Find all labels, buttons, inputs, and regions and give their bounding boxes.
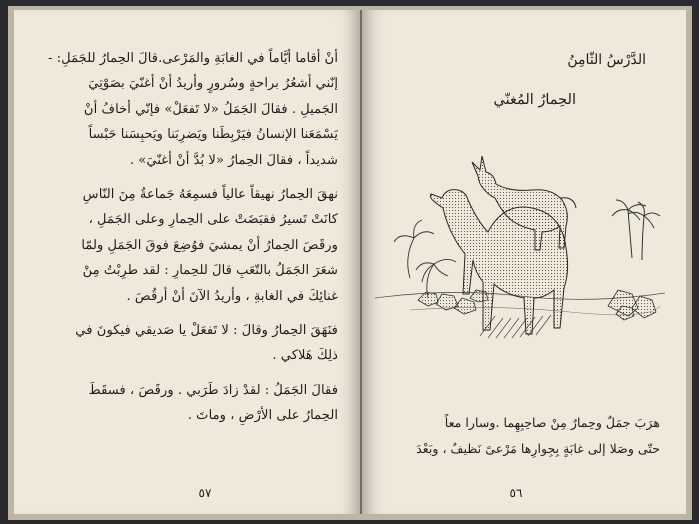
text-line: ورقَصَ الحِمارُ أنْ يمشيَ فوُضِعَ فوقَ الجَمَلِ ولمّا bbox=[81, 237, 338, 253]
rocks-right bbox=[608, 290, 656, 320]
text-line: الحِمارُ على الأرْضِ ، وماتَ . bbox=[187, 408, 338, 424]
text-line: حتّى وصَلا إلى غابَةٍ بِجِوارِها مَرْعىً نَظيفٌ ، وبَعْدَ bbox=[416, 441, 660, 456]
page-number: ٥٦ bbox=[509, 486, 523, 500]
text-line: غنائِكَ في الغابةِ ، وأريدُ الآنَ أنْ أرقُصَ . bbox=[126, 288, 338, 304]
page-number: ٥٧ bbox=[198, 486, 212, 500]
text-line: أنْ أقاما أيَّاماً في الغابَةِ والمَرْعى.قالَ الحِمارُ للجَمَلِ: - bbox=[47, 51, 338, 66]
text-line: هرَبَ جمَلٌ وحِمارٌ مِنْ صاحِبِهِما .وسارا معاً bbox=[444, 415, 660, 430]
lesson-title: الدَّرْسُ الثّامِنُ bbox=[567, 52, 646, 68]
plants-left bbox=[394, 220, 456, 298]
right-page bbox=[362, 10, 686, 514]
text-line: فقالَ الجَمَلُ : لقدْ زادَ طَرَبي . ورقَصَ ، فسقَطَ bbox=[88, 382, 338, 398]
paragraph-1 bbox=[42, 46, 338, 173]
paragraph-2 bbox=[42, 182, 338, 309]
palm-trees bbox=[612, 200, 660, 260]
text-line: شديداً ، فقالَ الحِمارُ «لا بُدَّ أنْ أغنّيَ» . bbox=[129, 152, 338, 168]
text-line: فنَهَقَ الحِمارُ وقالَ : لا تَفعَلْ يا صَديقي فيكونَ في bbox=[75, 322, 338, 338]
paragraph-4 bbox=[42, 378, 338, 429]
text-line: يَسْمَعَنا الإنسانُ فيَرْبِطَنا ويَضرِبَنا ويَحبِسَنا حَبْساً bbox=[88, 127, 338, 143]
camel-donkey-illustration bbox=[370, 128, 670, 348]
left-page-text bbox=[42, 46, 338, 428]
text-line: نهقَ الحِمارُ نهيقاً عالياً فسمِعَهُ جَماعةٌ مِنَ النّاسِ bbox=[82, 186, 338, 202]
left-page bbox=[14, 10, 360, 514]
book-spread bbox=[8, 6, 692, 520]
paragraph-3 bbox=[42, 318, 338, 369]
text-line: الجَميلِ . فقالَ الجَمَلُ «لا تَفعَلْ» فإنّي أخافُ أنْ bbox=[83, 101, 338, 117]
text-line: شعَرَ الجَمَلُ بالتّعَبِ قالَ للحِمارِ : لقد طرِبْتُ مِنْ bbox=[82, 263, 338, 279]
text-line: ذلِكَ هَلاكي . bbox=[272, 348, 338, 364]
rocks-left bbox=[418, 290, 488, 314]
text-line: كانَتْ تَسيرُ فقبَضَتْ على الحِمارِ وعلى الجَمَلِ ، bbox=[88, 212, 338, 228]
text-line: إنّني أشعُرُ براحةٍ وسُرورٍ وأريدُ أنْ أغنّيَ بصَوْتِيَ bbox=[88, 76, 338, 92]
right-page-text bbox=[384, 410, 660, 462]
story-title: الحِمارُ المُغنّي bbox=[493, 92, 576, 108]
